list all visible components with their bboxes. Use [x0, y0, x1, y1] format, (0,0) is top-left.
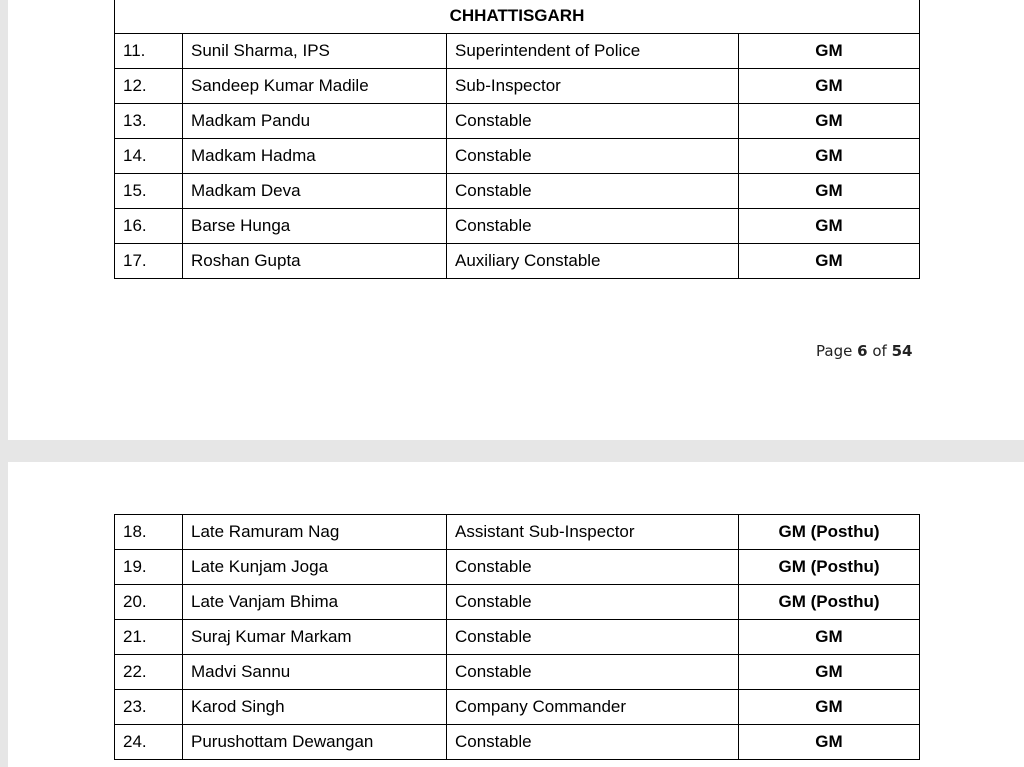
- serial-number-cell: 19.: [115, 550, 183, 585]
- rank-cell: Constable: [447, 550, 739, 585]
- rank-cell: Sub-Inspector: [447, 69, 739, 104]
- serial-number-cell: 22.: [115, 655, 183, 690]
- state-heading: CHHATTISGARH: [115, 0, 920, 34]
- serial-number-cell: 18.: [115, 515, 183, 550]
- award-cell: GM: [739, 620, 920, 655]
- table-row: [115, 34, 920, 69]
- table-row: [115, 515, 920, 550]
- table-row: [115, 585, 920, 620]
- page-current: 6: [857, 342, 868, 360]
- awards-table-chhattisgarh: [114, 0, 920, 279]
- rank-cell: Constable: [447, 585, 739, 620]
- award-cell: GM: [739, 690, 920, 725]
- name-cell: Suraj Kumar Markam: [183, 620, 447, 655]
- table-body-bottom: [115, 515, 920, 760]
- serial-number-cell: 24.: [115, 725, 183, 760]
- award-cell: GM: [739, 725, 920, 760]
- rank-cell: Constable: [447, 209, 739, 244]
- award-cell: GM: [739, 244, 920, 279]
- rank-cell: Superintendent of Police: [447, 34, 739, 69]
- page-number: [816, 342, 912, 360]
- serial-number-cell: 13.: [115, 104, 183, 139]
- name-cell: Madkam Hadma: [183, 139, 447, 174]
- award-cell: GM: [739, 209, 920, 244]
- name-cell: Madkam Pandu: [183, 104, 447, 139]
- table-row: [115, 550, 920, 585]
- award-cell: GM: [739, 655, 920, 690]
- table-row: [115, 655, 920, 690]
- rank-cell: Auxiliary Constable: [447, 244, 739, 279]
- document-page-7: [8, 462, 1024, 767]
- name-cell: Purushottam Dewangan: [183, 725, 447, 760]
- table-row: [115, 725, 920, 760]
- name-cell: Madkam Deva: [183, 174, 447, 209]
- name-cell: Late Vanjam Bhima: [183, 585, 447, 620]
- name-cell: Roshan Gupta: [183, 244, 447, 279]
- name-cell: Late Kunjam Joga: [183, 550, 447, 585]
- serial-number-cell: 17.: [115, 244, 183, 279]
- name-cell: Barse Hunga: [183, 209, 447, 244]
- state-header-row: [115, 0, 920, 34]
- serial-number-cell: 14.: [115, 139, 183, 174]
- rank-cell: Constable: [447, 620, 739, 655]
- table-body-top: [115, 34, 920, 279]
- serial-number-cell: 23.: [115, 690, 183, 725]
- table-row: [115, 209, 920, 244]
- rank-cell: Constable: [447, 139, 739, 174]
- table-row: [115, 104, 920, 139]
- award-cell: GM (Posthu): [739, 585, 920, 620]
- awards-table-continued: [114, 514, 920, 760]
- serial-number-cell: 11.: [115, 34, 183, 69]
- rank-cell: Assistant Sub-Inspector: [447, 515, 739, 550]
- page-of: of: [872, 342, 887, 360]
- award-cell: GM: [739, 174, 920, 209]
- serial-number-cell: 16.: [115, 209, 183, 244]
- award-cell: GM: [739, 139, 920, 174]
- serial-number-cell: 21.: [115, 620, 183, 655]
- rank-cell: Company Commander: [447, 690, 739, 725]
- page-total: 54: [891, 342, 913, 360]
- table-row: [115, 174, 920, 209]
- rank-cell: Constable: [447, 104, 739, 139]
- table-row: [115, 244, 920, 279]
- table-row: [115, 690, 920, 725]
- name-cell: Sunil Sharma, IPS: [183, 34, 447, 69]
- serial-number-cell: 20.: [115, 585, 183, 620]
- serial-number-cell: 15.: [115, 174, 183, 209]
- document-page-6: [8, 0, 1024, 440]
- rank-cell: Constable: [447, 725, 739, 760]
- award-cell: GM: [739, 69, 920, 104]
- serial-number-cell: 12.: [115, 69, 183, 104]
- rank-cell: Constable: [447, 174, 739, 209]
- name-cell: Sandeep Kumar Madile: [183, 69, 447, 104]
- name-cell: Karod Singh: [183, 690, 447, 725]
- page-label: Page: [816, 342, 853, 360]
- name-cell: Madvi Sannu: [183, 655, 447, 690]
- award-cell: GM (Posthu): [739, 550, 920, 585]
- table-row: [115, 139, 920, 174]
- award-cell: GM: [739, 34, 920, 69]
- table-row: [115, 69, 920, 104]
- table-row: [115, 620, 920, 655]
- name-cell: Late Ramuram Nag: [183, 515, 447, 550]
- award-cell: GM: [739, 104, 920, 139]
- rank-cell: Constable: [447, 655, 739, 690]
- award-cell: GM (Posthu): [739, 515, 920, 550]
